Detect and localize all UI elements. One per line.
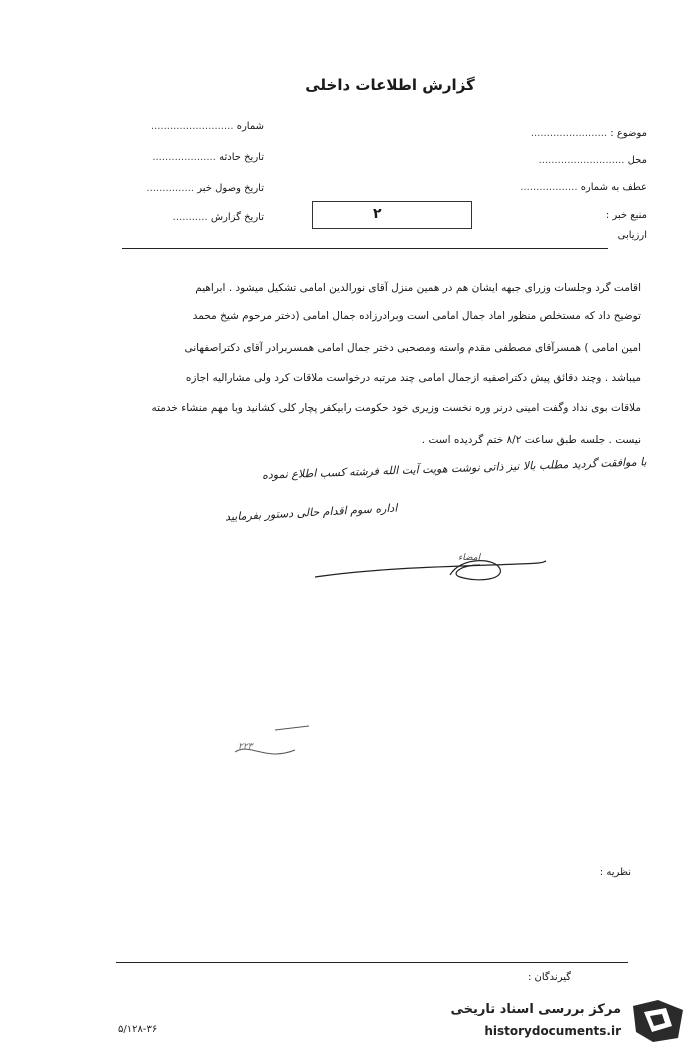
field-reference — [520, 182, 647, 193]
field-location — [539, 155, 647, 166]
date-stamp — [312, 201, 472, 229]
handwritten-signature: امضاء — [458, 553, 481, 563]
watermark-organization: مرکز بررسی اسناد تاریخی — [450, 1002, 621, 1017]
recipients-label: گیرندگان : — [527, 972, 571, 983]
field-number — [151, 121, 264, 132]
field-subject-label: موضوع : — [610, 128, 647, 139]
field-evaluation — [618, 230, 647, 241]
handwritten-note-line-2: اداره سوم اقدام حالی دستور بفرمایید — [224, 501, 398, 524]
field-receipt-date-dots: ............... — [146, 183, 195, 194]
handwritten-signature-scribble — [310, 535, 550, 595]
field-incident-date-label: تاریخ حادثه — [219, 152, 264, 163]
field-incident-date-dots: .................... — [152, 152, 216, 163]
field-report-date-label: تاریخ گزارش — [210, 212, 264, 223]
body-line-6: نیست . جلسه طبق ساعت ۸/۲ ختم گردیده است . — [421, 434, 641, 446]
field-source-label: منبع خبر : — [605, 210, 647, 221]
archive-logo-icon — [628, 996, 688, 1046]
margin-note: ۲۲۳ — [238, 742, 253, 752]
field-report-date — [173, 212, 264, 223]
body-line-1: اقامت گرد وجلسات وزرای جبهه ایشان هم در همین منزل آقای نورالدین امامی تشکیل میشود . ابراهیم — [195, 282, 641, 294]
field-report-date-dots: ........... — [172, 212, 208, 223]
watermark-url: historydocuments.ir — [484, 1024, 621, 1038]
page-title: گزارش اطلاعات داخلی — [305, 76, 475, 94]
field-subject — [531, 128, 647, 139]
notes-label: نظریه : — [599, 867, 631, 878]
date-stamp-text: ۲ — [373, 206, 382, 222]
field-evaluation-label: ارزیابی — [617, 230, 647, 241]
handwritten-note-line-1: با موافقت گردید مطلب بالا نیز ذاتی نوشت هویت آیت الله فرشته کسب اطلاع نموده — [262, 455, 648, 482]
body-line-5: ملاقات بوی نداد وگفت امینی درنر وره نخست وزیری خود حکومت رابیکفر پچار کلی کشانید وبا مهم منشاء خدمته — [151, 402, 641, 414]
field-receipt-date-label: تاریخ وصول خبر — [197, 183, 264, 194]
field-number-dots: .......................... — [150, 121, 234, 132]
field-reference-dots: .................. — [520, 182, 578, 193]
field-location-label: محل — [627, 155, 647, 166]
field-subject-dots: ........................ — [530, 128, 608, 139]
field-location-dots: ........................... — [538, 155, 625, 166]
field-receipt-date — [146, 183, 264, 194]
footer-divider — [116, 962, 628, 963]
document-number: ۵/۱۲۸-۳۶ — [118, 1024, 158, 1035]
header-divider — [122, 248, 608, 249]
body-line-2: توضیح داد که مستخلص منظور اماد جمال امامی است وبرادرزاده جمال امامی (دختر مرحوم شیخ محمد — [192, 310, 641, 322]
field-reference-label: عطف به شماره — [580, 182, 647, 193]
field-source — [606, 210, 647, 221]
body-line-4: میباشد . وچند دقائق پیش دکتراصفیه ازجمال امامی چند مرتبه درخواست ملاقات کرد ولی مشارالیه اجازه — [185, 372, 641, 384]
field-incident-date — [152, 152, 264, 163]
body-line-3: امین امامی ) همسرآقای مصطفی مقدم واسته ومصحبی دختر جمال امامی همسربرادر آقای دکتراصفهانی — [184, 342, 641, 354]
field-number-label: شماره — [236, 121, 264, 132]
